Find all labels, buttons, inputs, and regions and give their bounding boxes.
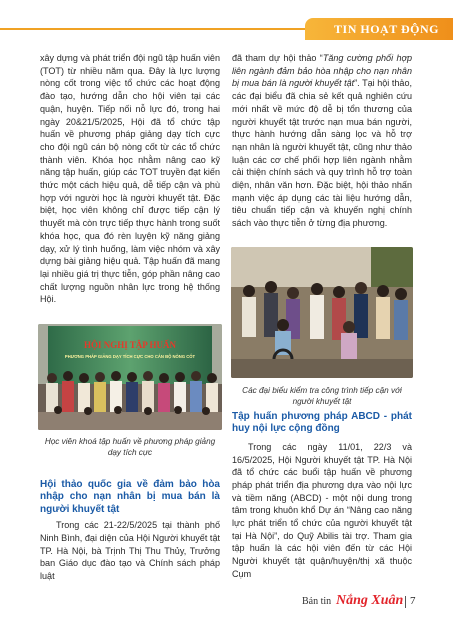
left-paragraph-1: xây dựng và phát triển đội ngũ tập huấn viên (TOT) từ nhiều năm qua. Đây là lực lượng nòng cốt trong việc tổ chức các hoạt động đào tạo, hướng dẫn cho hội viên tại các quận, huyện. Tiếp nối nỗ lực đó, trong hai ngày 20&21/5/2025, Hội đã tổ chức tập huấn về phương pháp giảng dạy tích cực cho đội ngũ cán bộ nòng cốt từ các tổ chức thành viên. Khóa học nhằm nâng cao kỹ năng tập huấn, giúp các TOT truyền đạt kiến thức một cách hiệu quả, dễ tiếp cận và phù hợp với người học là người khuyết tật. Đặc biệt, học viên không chỉ được tiếp cận lý thuyết mà còn trực tiếp thực hành trong suốt khóa học, qua đó rèn luyện kỹ năng giảng dạy, xử lý tình huống, làm việc nhóm và xây dựng bài giảng hiệu quả. Tập huấn đã mang lại nhiều giá trị thực tiễn, góp phần nâng cao chất lượng nguồn nhân lực trong hệ thống Hội. [40, 53, 220, 305]
banner-subtitle: PHƯƠNG PHÁP GIẢNG DẠY TÍCH CỰC CHO CÁN BỘ NÒNG CỐT [64, 354, 196, 359]
page-footer [302, 594, 442, 610]
section-tab [305, 18, 453, 40]
delegates-photo-illustration [231, 247, 413, 378]
group-people [38, 371, 222, 430]
footer-label: Bản tin [302, 596, 332, 607]
section-title: TIN HOẠT ĐỘNG [334, 22, 439, 36]
training-photo-illustration [38, 324, 222, 430]
newsletter-brand: Nắng Xuân [336, 593, 404, 608]
conference-name: Tăng cường phối hợp liên ngành đảm bảo hòa nhập cho nạn nhân bị mua bán là người khuyết tật [232, 53, 412, 89]
left-column-bottom [40, 479, 220, 583]
page-number: 7 [410, 595, 416, 607]
right-paragraph-1 [232, 52, 412, 230]
left-photo-caption: Học viên khoá tập huấn về phương pháp giảng dạy tích cực [44, 437, 216, 457]
right-paragraph-2: Trong các ngày 11/01, 22/3 và 16/5/2025, Hội Người khuyết tật TP. Hà Nội đã tổ chức các buổi tập huấn về phương pháp phát triển địa phương dựa vào nội lực và tiềm năng (ABCD) - một nội dung trong tâm trong khuôn khổ Dự án “Nâng cao năng lực phát triển tổ chức của người khuyết tật tại Hà Nội”, do Quỹ Abilis tài trợ. Tham gia tập huấn là các hội viên đến từ các Hội Người khuyết tật quận/huyện/thị xã thuộc Cụm [232, 441, 412, 579]
training-group-photo [38, 324, 222, 430]
right-p1-lead: đã tham dự hội thảo “ [232, 53, 323, 63]
left-column-top [40, 52, 220, 306]
right-photo-caption: Các đại biểu kiểm tra công trình tiếp cận với người khuyết tật [242, 386, 402, 406]
right-column-bottom [232, 411, 412, 581]
section-header [0, 18, 453, 40]
banner-title: HỘI NGHỊ TẬP HUẤN [83, 340, 177, 350]
left-section-heading: Hội thảo quốc gia về đảm bảo hòa nhập cho nạn nhân bị mua bán là người khuyết tật [40, 479, 220, 515]
right-section-heading: Tập huấn phương pháp ABCD - phát huy nội lực cộng đồng [232, 411, 412, 435]
left-paragraph-2: Trong các 21-22/5/2025 tại thành phố Ninh Bình, đại diện của Hội Người khuyết tật TP. Hà Nội, bà Trịnh Thị Thu Thủy, Trưởng ban Giáo dục đào tạo và Chính sách pháp luật [40, 520, 220, 582]
delegates-photo [231, 247, 413, 378]
right-p1-rest: ”. Tại hội thảo, các đại biểu đã chia sẻ kết quả nghiên cứu mới nhất về mức độ dễ bị tổn thương của người khuyết tật trước nạn mua bán người, thực hành hướng dẫn sàng lọc và hỗ trợ nạn nhân là người khuyết tật, cũng như thảo luận các cơ chế phối hợp liên ngành nhằm cải thiện chính sách và quy trình hỗ trợ toàn diện, nhân văn hơn. Đặc biệt, hội thảo nhấn mạnh việc áp dụng các tài liệu hướng dẫn, tiêu chuẩn tiếp cận và khuyến nghị chính sách vào thực tiễn ở từng địa phương. [232, 78, 412, 229]
footer-divider [405, 596, 406, 608]
right-column-top [232, 52, 412, 230]
